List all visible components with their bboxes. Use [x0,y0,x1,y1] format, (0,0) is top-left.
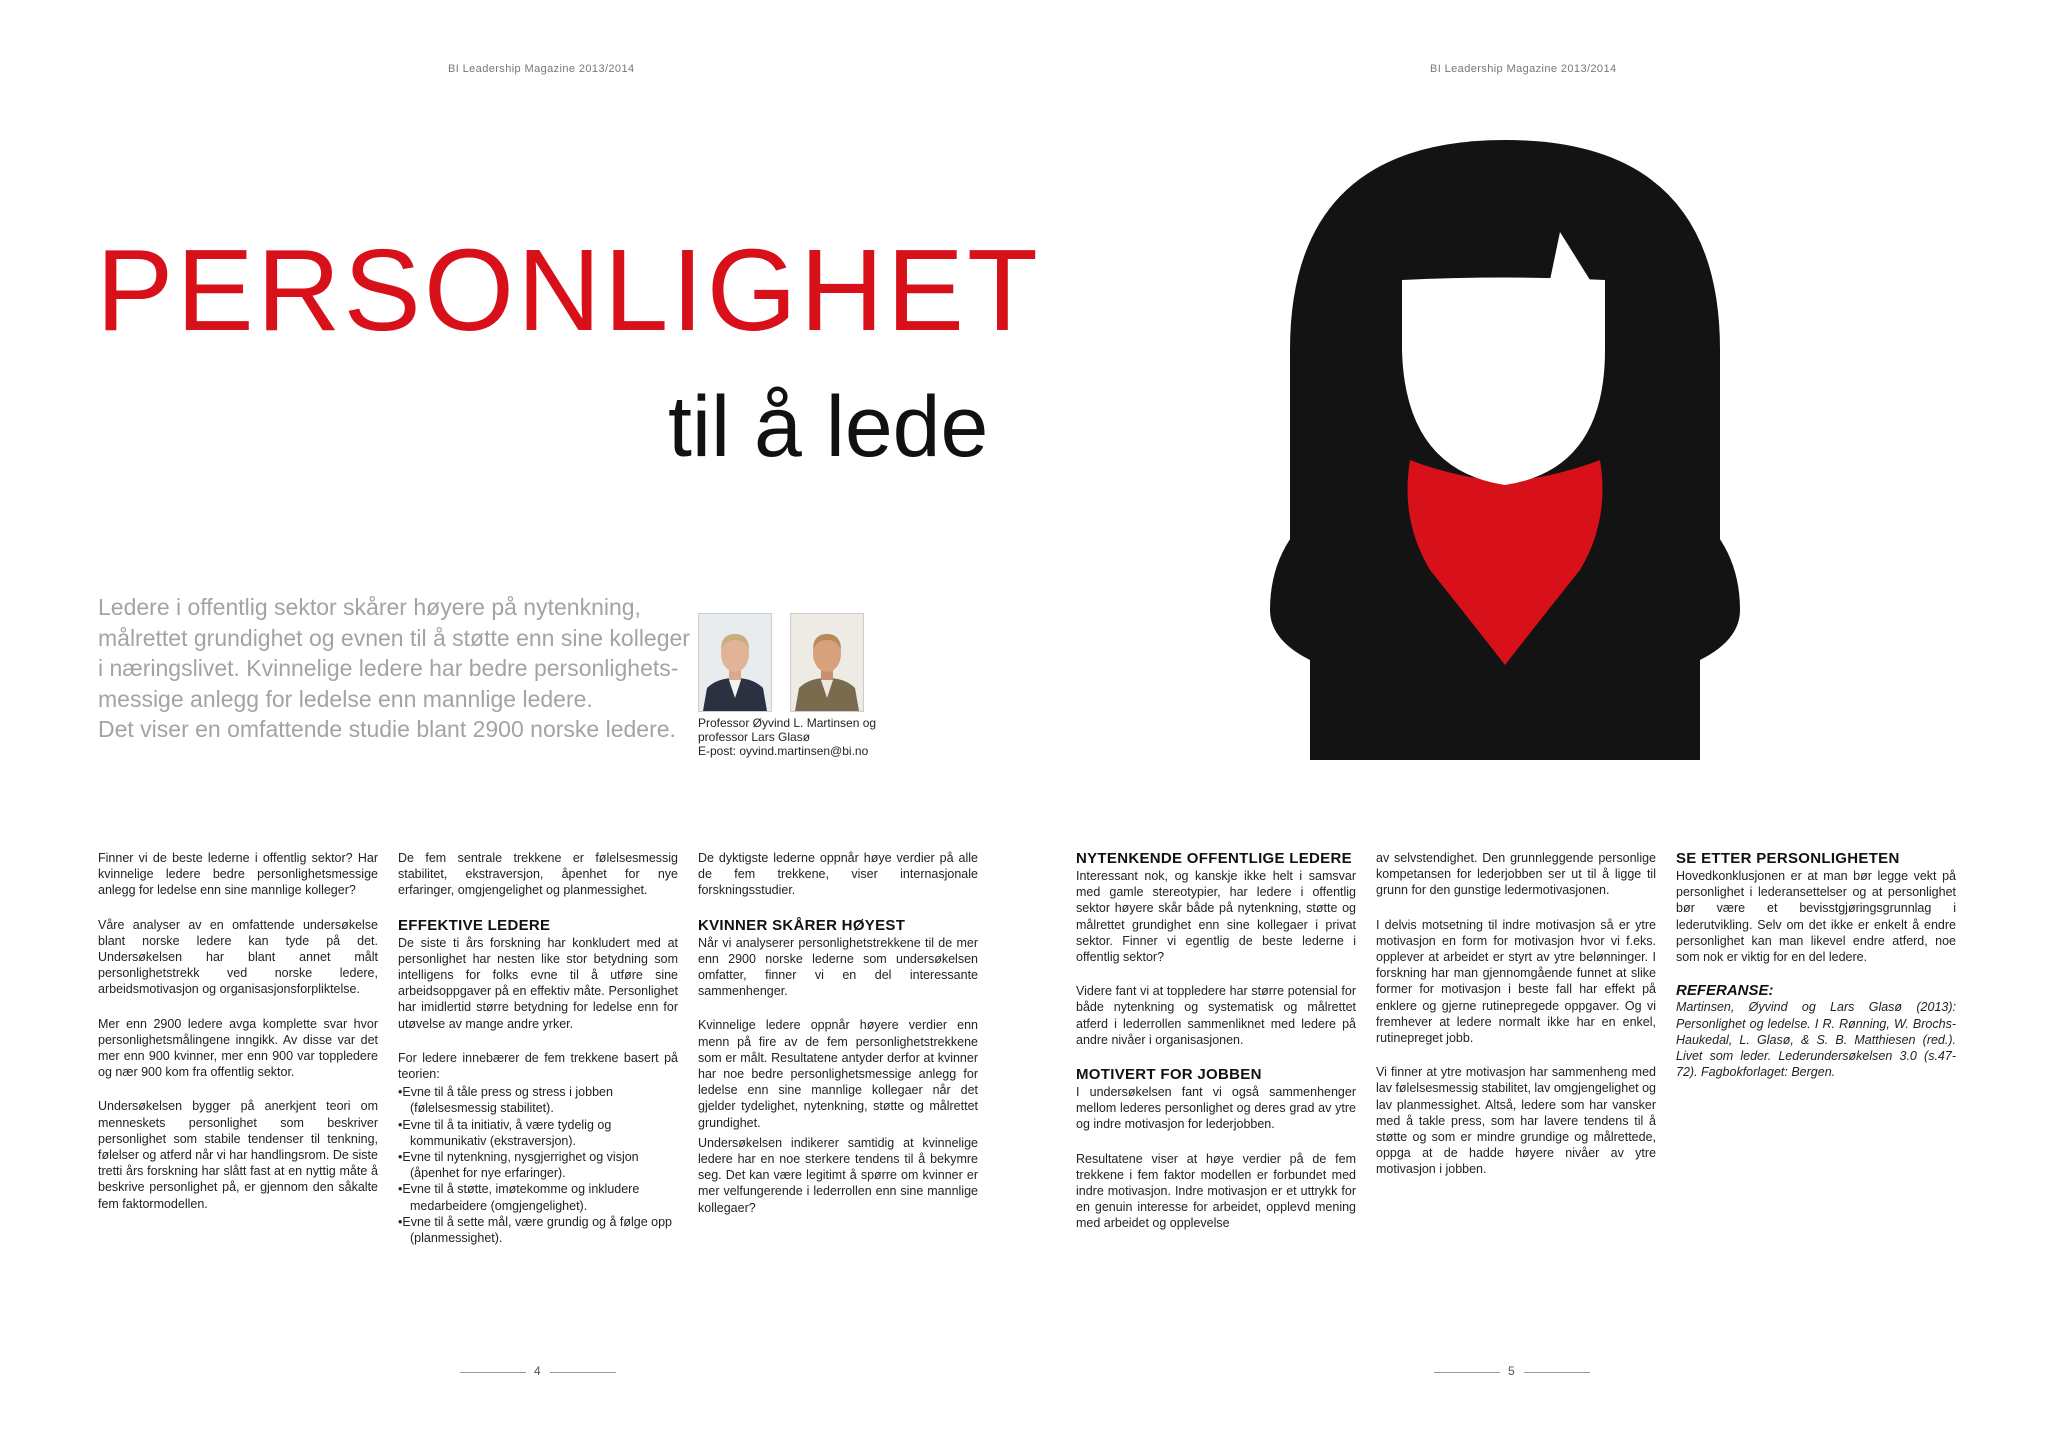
article-column-1 [98,850,378,1230]
list-item: • Evne til å sette mål, være grundig og å følge opp (planmessighet). [398,1214,678,1246]
bullet-list [398,1084,678,1246]
paragraph: Vi finner at ytre motivasjon har sammenheng med lav følelsesmessig stabilitet, lav omgjengelighet og lav planmessighet. Altså, ledere som har vansker med å takle press, som har lavere tendens til å støtte og som er mindre grundige og målrettede, oppga at de hadde høyere nivåer av ytre motivasjon i jobben. [1376,1065,1656,1177]
lead-line: målrettet grundighet og evnen til å støtte enn sine kolleger [98,624,690,651]
article-lead [98,592,690,745]
paragraph: I delvis motsetning til indre motivasjon så er ytre motivasjon en form for motivasjon hvor vi f.eks. opplever at arbeidet er styrt av ytre belønninger. I forskning har man gjennomgående funnet at slike former for motivasjon i beste fall har effekt på enklere og gjerne rutinepregede oppgaver. Og vi fremhever at ledere normalt ikke har en enkel, rutinepreget jobb. [1376,917,1656,1046]
section-heading: EFFEKTIVE LEDERE [398,916,551,934]
woman-silhouette-icon [1260,140,1750,760]
paragraph: Undersøkelsen indikerer samtidig at kvinnelige ledere har en noe sterkere tendens til å bekymre seg. Det kan være legitimt å spørre om kvinner er mer velfungerende i lederrollen enn sine mannlige kollegaer? [698,1135,978,1215]
paragraph: Våre analyser av en omfattende undersøkelse blant norske ledere kan tyde på det. Undersøkelsen har blant annet målt personlighetstrekk ved norske ledere, arbeidsmotivasjon og organisasjonsforpliktelse. [98,917,378,997]
section-heading: NYTENKENDE OFFENTLIGE LEDERE [1076,850,1352,867]
paragraph: De fem sentrale trekkene er følelsesmessig stabilitet, ekstraversjon, åpenhet for nye erfaringer, omgjengelighet og planmessighet. [398,851,678,898]
article-column-2 [398,850,678,1256]
reference-text: Martinsen, Øyvind og Lars Glasø (2013): Personlighet og ledelse. I R. Rønning, W. Brochs-Haukedal, L. Glasø, & S. B. Matthiesen (red.). Livet som leder. Lederundersøkelsen 3.0 (s.47-72). Fagbokforlaget: Bergen. [1676,1000,1956,1080]
caption-line: Professor Øyvind L. Martinsen og [698,716,877,730]
article-title: PERSONLIGHET [96,225,1041,355]
paragraph: av selvstendighet. Den grunnleggende personlige kompetansen for lederjobben ser ut til å ligge til grunn for den gunstige ledermotivasjonen. [1376,851,1656,898]
section-heading: KVINNER SKÅRER HØYEST [698,916,906,934]
paragraph: De siste ti års forskning har konkludert med at personlighet har nesten like stor betydning som intelligens for folks evne til å utføre sine arbeidsoppgaver på en effektiv måte. Personlighet har imidlertid større betydning for ledelse enn for utøvelse av mange andre yrker. [398,935,678,1031]
list-item: • Evne til å ta initiativ, å være tydelig og kommunikativ (ekstraversjon). [398,1117,678,1149]
page-number-left: 4 [534,1364,541,1378]
paragraph: Undersøkelsen bygger på anerkjent teori om menneskets personlighet som beskriver personlighet som stabile tendenser til tenkning, følelser og atferd når vi har handlingsrom. De siste tretti års forskning har slått fast at en nyttig måte å beskrive personlighet på, er gjennom den såkalte fem faktormodellen. [98,1099,378,1211]
footer-rule [1524,1372,1590,1373]
article-column-4 [1076,850,1356,1250]
paragraph: Resultatene viser at høye verdier på de fem trekkene i fem faktor modellen er forbundet med indre motivasjon. Indre motivasjon er et uttrykk for en genuin interesse for arbeidet, opplevd mening med arbeidet og opplevelse [1076,1151,1356,1231]
paragraph: Når vi analyserer personlighetstrekkene til de mer enn 2900 norske lederne som undersøkelsen omfatter, finner vi en del interessante sammenhenger. [698,935,978,999]
magazine-header-left: BI Leadership Magazine 2013/2014 [448,63,635,75]
footer-rule [460,1372,526,1373]
page-number-right: 5 [1508,1364,1515,1378]
lead-line: i næringslivet. Kvinnelige ledere har bedre personlighets- [98,655,679,681]
author-photo-martinsen [698,613,772,712]
list-item: • Evne til å støtte, imøtekomme og inkludere medarbeidere (omgjengelighet). [398,1181,678,1213]
reference-heading: REFERANSE: [1676,982,1774,1000]
lead-line: Ledere i offentlig sektor skårer høyere på nytenkning, [98,594,641,620]
paragraph: Finner vi de beste lederne i offentlig sektor? Har kvinnelige ledere bedre personlighetsmessige anlegg for ledelse enn sine mannlige kolleger? [98,851,378,898]
paragraph: Hovedkonklusjonen er at man bør legge vekt på personlighet i lederansettelser og at personlighet bør være et bevisstgjøringsgrunnlag i lederutvikling. Selv om det ikke er enkelt å endre personlighet kan man likevel endre atferd, noe som nok er viktig for en del ledere. [1676,869,1956,965]
paragraph: Mer enn 2900 ledere avga komplette svar hvor personlighetsmålingene inngikk. Av disse var det mer enn 900 kvinner, mer enn 900 var toppledere og nær 900 kom fra offentlig sektor. [98,1016,378,1080]
section-heading: MOTIVERT FOR JOBBEN [1076,1066,1262,1084]
paragraph: I undersøkelsen fant vi også sammenhenger mellom lederes personlighet og deres grad av ytre og indre motivasjon for lederjobben. [1076,1085,1356,1132]
magazine-header-right: BI Leadership Magazine 2013/2014 [1430,63,1617,75]
article-column-5 [1376,850,1656,1196]
author-caption [698,716,876,758]
paragraph: Videre fant vi at toppledere har større potensial for både nytenkning og systematisk og målrettet atferd i lederrollen sammenliknet med ledere på andre nivåer i organisasjonen. [1076,984,1356,1047]
paragraph: De dyktigste lederne oppnår høye verdier på alle de fem trekkene, viser internasjonale forskningsstudier. [698,851,978,898]
caption-line: professor Lars Glasø [698,730,811,744]
section-heading: SE ETTER PERSONLIGHETEN [1676,850,1900,867]
paragraph: Kvinnelige ledere oppnår høyere verdier enn menn på fire av de fem personlighetstrekkene som er målt. Resultatene antyder derfor at kvinner har noe bedre personlighetsmessige anlegg for ledelse enn sine mannlige kollegaer når det gjelder tydelighet, nytenkning, støtte og målrettet grundighet. [698,1018,978,1130]
caption-line: E-post: oyvind.martinsen@bi.no [698,744,869,758]
article-column-6 [1676,850,1956,1080]
paragraph: Interessant nok, og kanskje ikke helt i samsvar med gamle stereotypier, har ledere i offentlig sektor høyere skår både på nytenkning, støtte og målrettet grundighet enn sine kollegaer i privat sektor. Finner vi egentlig de beste lederne i offentlig sektor? [1076,869,1356,965]
footer-rule [550,1372,616,1373]
footer-rule [1434,1372,1500,1373]
author-photo-glaso [790,613,864,712]
list-item: • Evne til å tåle press og stress i jobben (følelsesmessig stabilitet). [398,1084,678,1116]
paragraph: For ledere innebærer de fem trekkene basert på teorien: [398,1050,678,1082]
lead-line: Det viser en omfattende studie blant 2900 norske ledere. [98,716,676,742]
list-item: • Evne til nytenkning, nysgjerrighet og visjon (åpenhet for nye erfaringer). [398,1149,678,1181]
lead-line: messige anlegg for ledelse enn mannlige ledere. [98,685,593,712]
article-column-3 [698,850,978,1234]
article-subtitle: til å lede [668,379,989,475]
